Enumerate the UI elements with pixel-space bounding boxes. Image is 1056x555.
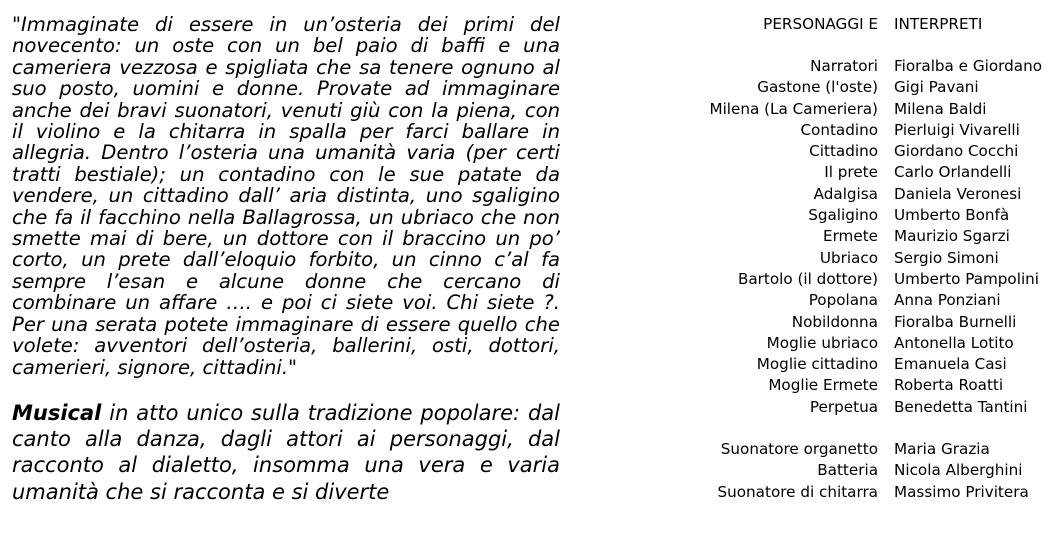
cast-row [690,290,1056,311]
cast-role: Perpetua [809,397,878,416]
musical-description: in atto unico sulla tradizione popolare: dal canto alla danza, dagli attori ai personaggi, dal racconto al dialetto, insomma una vera e varia umanità che si racconta e si diverte [12,400,560,504]
cast-actor: Benedetta Tantini [894,397,1028,416]
cast-role: Narratori [810,57,878,75]
cast-actor: Maurizio Sgarzi [894,227,1010,246]
cast-actor: Umberto Pampolini [894,269,1040,288]
cast-list [690,56,1056,418]
cast-actor: Massimo Privitera [894,482,1029,501]
cast-row [690,120,1056,141]
cast-row [690,269,1056,290]
cast-role: Sgaligino [808,206,878,225]
cast-column [690,14,1056,503]
cast-row [690,141,1056,162]
cast-actor: Sergio Simoni [894,248,999,267]
cast-role: Adalgisa [813,184,878,203]
cast-row [690,397,1056,418]
cast-row [690,439,1056,460]
cast-role: Batteria [817,461,878,480]
cast-row [690,184,1056,205]
cast-role: Ubriaco [819,248,878,267]
cast-actor: Carlo Orlandelli [894,163,1012,182]
cast-row [690,312,1056,333]
cast-row [690,375,1056,396]
cast-role: Il prete [824,163,878,182]
cast-actor: Gigi Pavani [894,78,979,97]
musician-list [690,439,1056,503]
cast-actor: Nicola Alberghini [894,461,1023,480]
cast-header-performers: INTERPRETI [894,15,983,33]
intro-column [12,14,560,505]
musical-paragraph [12,400,560,505]
cast-role: Cittadino [809,142,878,161]
intro-paragraph: "Immaginate di essere in un’osteria dei primi del novecento: un oste con un bel paio di baffi e una cameriera vezzosa e spigliata che sa tenere ognuno al suo posto, uomini e donne. Provate ad immaginare anche dei bravi suonatori, venuti giù con la piena, con il violino e la chitarra in spalla per farci ballare in allegria. Dentro l’osteria una umanità varia (per certi tratti bestiale); un contadino con le sue patate da vendere, un cittadino dall’ aria distinta, uno sgaligino che fa il facchino nella Ballagrossa, un ubriaco che non smette mai di bere, un dottore con il braccino un po’ corto, un prete dall’eloquio forbito, un cinno c’al fa sempre l’esan e alcune donne che cercano di combinare un affare …. e poi ci siete voi. Chi siete ?. Per una serata potete immaginare di essere quello che volete: avventori dell’osteria, ballerini, osti, dottori, camerieri, signore, cittadini." [12,13,560,379]
cast-actor: Anna Ponziani [894,291,1001,310]
cast-actor: Fioralba e Giordano [894,57,1042,75]
cast-actor: Umberto Bonfà [894,206,1010,225]
cast-role: Suonatore organetto [720,440,878,459]
musical-bold-label: Musical [12,400,102,425]
cast-actor: Emanuela Casi [894,355,1007,374]
cast-role: Milena (La Cameriera) [709,99,878,118]
cast-header [690,14,1056,35]
cast-role: Nobildonna [791,312,878,331]
cast-row [690,460,1056,481]
cast-row [690,56,1056,77]
cast-role: Moglie cittadino [756,355,878,374]
cast-actor: Fioralba Burnelli [894,312,1017,331]
cast-actor: Roberta Roatti [894,376,1004,395]
cast-row [690,226,1056,247]
cast-actor: Milena Baldi [894,99,987,118]
cast-row [690,482,1056,503]
cast-role: Suonatore di chitarra [717,482,878,501]
cast-row [690,354,1056,375]
cast-role: Popolana [808,291,878,310]
cast-role: Contadino [800,120,878,139]
cast-header-characters: PERSONAGGI E [763,15,878,33]
cast-role: Gastone (l'oste) [757,78,878,97]
cast-role: Moglie ubriaco [766,333,878,352]
cast-row [690,77,1056,98]
cast-actor: Antonella Lotito [894,333,1014,352]
cast-row [690,248,1056,269]
cast-row [690,99,1056,120]
cast-row [690,162,1056,183]
cast-row [690,205,1056,226]
cast-actor: Giordano Cocchi [894,142,1019,161]
cast-actor: Maria Grazia [894,440,990,459]
cast-gap [690,418,1056,439]
cast-role: Ermete [822,227,878,246]
cast-row [690,333,1056,354]
cast-actor: Pierluigi Vivarelli [894,120,1020,139]
cast-actor: Daniela Veronesi [894,184,1022,203]
cast-role: Bartolo (il dottore) [737,269,878,288]
cast-role: Moglie Ermete [768,376,878,395]
